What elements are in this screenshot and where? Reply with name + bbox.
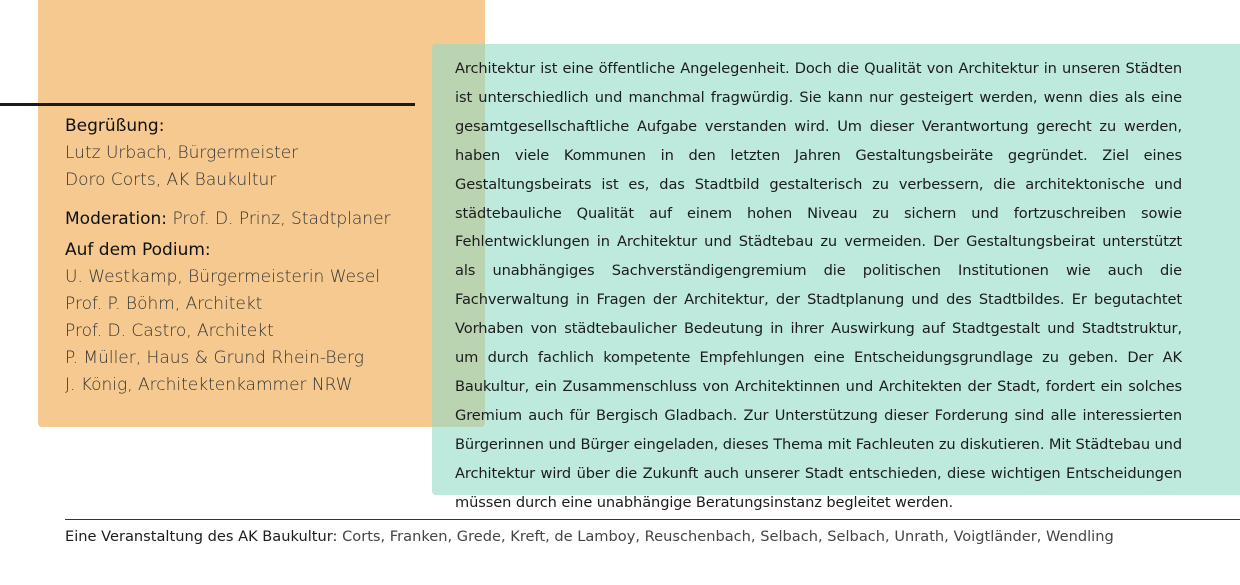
greeting-heading: Begrüßung: xyxy=(65,116,165,136)
moderation-value: Prof. D. Prinz, Stadtplaner xyxy=(172,209,391,229)
greeting-speaker: Lutz Urbach, Bürgermeister xyxy=(65,143,299,163)
moderation-line xyxy=(65,206,425,233)
bottom-divider-rule xyxy=(65,519,1240,520)
podium-heading: Auf dem Podium: xyxy=(65,240,211,260)
program-section xyxy=(65,113,425,399)
podium-member: P. Müller, Haus & Grund Rhein-Berg xyxy=(65,348,364,368)
footer-names: Corts, Franken, Grede, Kreft, de Lamboy, Reuschenbach, Selbach, Selbach, Unrath, Voigtländer, Wendling xyxy=(342,528,1114,545)
top-divider-rule xyxy=(0,103,415,106)
podium-member: Prof. P. Böhm, Architekt xyxy=(65,294,263,314)
footer-label: Eine Veranstaltung des AK Baukultur: xyxy=(65,528,338,545)
greeting-speaker: Doro Corts, AK Baukultur xyxy=(65,170,277,190)
footer-credits xyxy=(65,527,1240,547)
main-text-paragraph: Architektur ist eine öffentliche Angelegenheit. Doch die Qualität von Architektur in unseren Städten ist unterschiedlich und manchmal fragwürdig. Sie kann nur gesteigert werden, wenn dies als eine gesamtgesellschaftliche Aufgabe verstanden wird. Um dieser Verantwortung gerecht zu werden, haben viele Kommunen in den letzten Jahren Gestaltungsbeiräte gegründet. Ziel eines Gestaltungsbeirats ist es, das Stadtbild gestalterisch zu verbessern, die architektonische und städtebauliche Qualität auf einem hohen Niveau zu sichern und fortzuschreiben sowie Fehlentwicklungen in Architektur und Städtebau zu vermeiden. Der Gestaltungsbeirat unterstützt als unabhängiges Sachverständigengremium die politischen Institutionen wie auch die Fachverwaltung in Fragen der Architektur, der Stadtplanung und des Stadtbildes. Er begutachtet Vorhaben von städtebaulicher Bedeutung in ihrer Auswirkung auf Stadtgestalt und Stadtstruktur, um durch fachlich kompetente Empfehlungen eine Entscheidungsgrundlage zu geben. Der AK Baukultur, ein Zusammenschluss von Architektinnen und Architekten der Stadt, fordert ein solches Gremium auch für Bergisch Gladbach. Zur Unterstützung dieser Forderung sind alle interessierten Bürgerinnen und Bürger eingeladen, dieses Thema mit Fachleuten zu diskutieren. Mit Städtebau und Architektur wird über die Zukunft auch unserer Stadt entschieden, diese wichtigen Entscheidungen müssen durch eine unabhängige Beratungsinstanz begleitet werden. xyxy=(455,60,1182,511)
podium-member: Prof. D. Castro, Architekt xyxy=(65,321,274,341)
moderation-label: Moderation: xyxy=(65,209,168,229)
podium-member: J. König, Architektenkammer NRW xyxy=(65,375,353,395)
podium-member: U. Westkamp, Bürgermeisterin Wesel xyxy=(65,267,381,287)
